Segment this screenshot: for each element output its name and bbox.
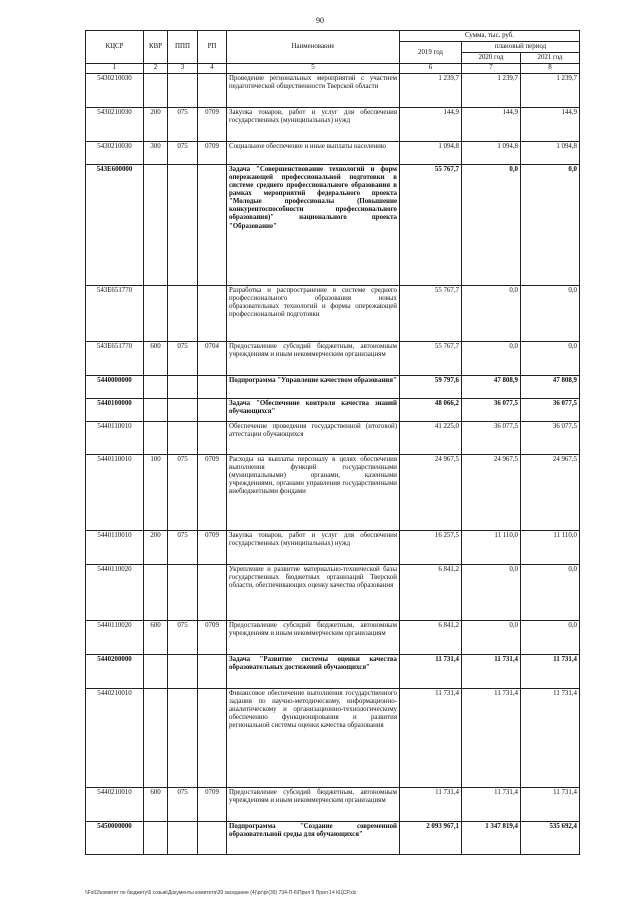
name-cell: Закупка товаров, работ и услуг для обеспечения государственных (муниципальных) нужд bbox=[227, 530, 400, 564]
value-2019-cell: 24 967,5 bbox=[400, 454, 462, 530]
value-2019-cell: 48 066,2 bbox=[400, 398, 462, 421]
kvr-cell: 300 bbox=[144, 141, 168, 164]
column-number: 8 bbox=[521, 64, 580, 73]
rp-cell: 0709 bbox=[198, 107, 227, 141]
value-2020-cell: 0,0 bbox=[462, 620, 521, 654]
name-cell: Задача "Развитие системы оценки качества образовательных достижений обучающихся" bbox=[227, 654, 400, 688]
value-2021-cell: 535 692,4 bbox=[521, 821, 580, 854]
value-2019-cell: 11 731,4 bbox=[400, 654, 462, 688]
value-2019-cell: 59 797,6 bbox=[400, 375, 462, 398]
value-2021-cell: 0,0 bbox=[521, 164, 580, 285]
table-body bbox=[86, 73, 580, 854]
table-row bbox=[86, 821, 580, 854]
ppp-cell bbox=[168, 398, 198, 421]
kcsr-cell: 5440110010 bbox=[86, 421, 144, 454]
table-row bbox=[86, 164, 580, 285]
value-2020-cell: 11 731,4 bbox=[462, 654, 521, 688]
kvr-cell bbox=[144, 688, 168, 787]
kvr-cell bbox=[144, 564, 168, 620]
header-sum: Сумма, тыс. руб. bbox=[400, 31, 580, 42]
column-number: 7 bbox=[462, 64, 521, 73]
name-cell: Расходы на выплаты персоналу в целях обеспечения выполнения функций государственными (муниципальными) органами, казенными учреждениями, органами управления государственными внебюджетными фондами bbox=[227, 454, 400, 530]
value-2019-cell: 55 767,7 bbox=[400, 285, 462, 341]
value-2020-cell: 0,0 bbox=[462, 285, 521, 341]
ppp-cell bbox=[168, 654, 198, 688]
value-2020-cell: 11 731,4 bbox=[462, 688, 521, 787]
rp-cell: 0709 bbox=[198, 620, 227, 654]
ppp-cell bbox=[168, 821, 198, 854]
value-2021-cell: 144,9 bbox=[521, 107, 580, 141]
value-2019-cell: 1 239,7 bbox=[400, 73, 462, 107]
value-2019-cell: 11 731,4 bbox=[400, 688, 462, 787]
rp-cell bbox=[198, 73, 227, 107]
value-2019-cell: 6 841,2 bbox=[400, 620, 462, 654]
header-2020: 2020 год bbox=[462, 53, 521, 64]
value-2019-cell: 1 094,8 bbox=[400, 141, 462, 164]
table-row bbox=[86, 285, 580, 341]
value-2020-cell: 0,0 bbox=[462, 164, 521, 285]
file-path-footer: \\Fs02\комитет по бюджету\6 созыв\Документы комитета\39 заседание (4)\рг\рг(39) 734-П-6\Прил 9 Прил 14 КЦСР.xls bbox=[85, 890, 357, 896]
value-2021-cell: 24 967,5 bbox=[521, 454, 580, 530]
ppp-cell: 075 bbox=[168, 620, 198, 654]
value-2019-cell: 144,9 bbox=[400, 107, 462, 141]
value-2021-cell: 36 077,5 bbox=[521, 398, 580, 421]
ppp-cell bbox=[168, 73, 198, 107]
name-cell: Закупка товаров, работ и услуг для обеспечения государственных (муниципальных) нужд bbox=[227, 107, 400, 141]
value-2019-cell: 41 225,0 bbox=[400, 421, 462, 454]
ppp-cell bbox=[168, 688, 198, 787]
kvr-cell bbox=[144, 654, 168, 688]
ppp-cell: 075 bbox=[168, 141, 198, 164]
kvr-cell bbox=[144, 375, 168, 398]
kcsr-cell: 543E651770 bbox=[86, 341, 144, 375]
table-row bbox=[86, 620, 580, 654]
kvr-cell: 100 bbox=[144, 454, 168, 530]
ppp-cell bbox=[168, 164, 198, 285]
rp-cell: 0709 bbox=[198, 787, 227, 821]
column-number: 3 bbox=[168, 64, 198, 73]
header-kvr: КВР bbox=[144, 31, 168, 64]
kcsr-cell: 5430210030 bbox=[86, 107, 144, 141]
kvr-cell: 600 bbox=[144, 787, 168, 821]
header-2021: 2021 год bbox=[521, 53, 580, 64]
value-2020-cell: 24 967,5 bbox=[462, 454, 521, 530]
table-row bbox=[86, 688, 580, 787]
kcsr-cell: 5440210010 bbox=[86, 688, 144, 787]
value-2019-cell: 6 841,2 bbox=[400, 564, 462, 620]
kvr-cell bbox=[144, 164, 168, 285]
kvr-cell bbox=[144, 398, 168, 421]
column-number: 4 bbox=[198, 64, 227, 73]
rp-cell: 0709 bbox=[198, 141, 227, 164]
name-cell: Задача "Совершенствование технологий и форм опережающей профессиональной подготовки в системе среднего профессионального образования в рамках мероприятий федерального проекта "Молодые профессионалы (Повышение конкурентоспособности профессионального образования)" национального проекта "Образование" bbox=[227, 164, 400, 285]
value-2021-cell: 11 731,4 bbox=[521, 688, 580, 787]
header-name: Наименование bbox=[227, 31, 400, 64]
name-cell: Предоставление субсидий бюджетным, автономным учреждениям и иным некоммерческим организациям bbox=[227, 787, 400, 821]
kcsr-cell: 543E600000 bbox=[86, 164, 144, 285]
kvr-cell: 200 bbox=[144, 107, 168, 141]
ppp-cell: 075 bbox=[168, 107, 198, 141]
table-row bbox=[86, 375, 580, 398]
value-2021-cell: 11 731,4 bbox=[521, 787, 580, 821]
ppp-cell bbox=[168, 285, 198, 341]
kcsr-cell: 5440210010 bbox=[86, 787, 144, 821]
kvr-cell bbox=[144, 821, 168, 854]
kcsr-cell: 5430210030 bbox=[86, 73, 144, 107]
value-2020-cell: 36 077,5 bbox=[462, 421, 521, 454]
value-2019-cell: 2 093 967,1 bbox=[400, 821, 462, 854]
name-cell: Укрепление и развитие материально-технической базы государственных бюджетных организаций Тверской области, обеспечивающих оценку качества образования bbox=[227, 564, 400, 620]
table-row bbox=[86, 107, 580, 141]
value-2021-cell: 47 808,9 bbox=[521, 375, 580, 398]
kvr-cell: 600 bbox=[144, 620, 168, 654]
value-2020-cell: 36 077,5 bbox=[462, 398, 521, 421]
value-2019-cell: 55 767,7 bbox=[400, 164, 462, 285]
column-number-row bbox=[86, 64, 580, 73]
rp-cell bbox=[198, 285, 227, 341]
kcsr-cell: 5440200000 bbox=[86, 654, 144, 688]
name-cell: Разработка и распространение в системе среднего профессионального образования новых образовательных технологий и формы опережающей профессиональной подготовки bbox=[227, 285, 400, 341]
table-row bbox=[86, 564, 580, 620]
rp-cell bbox=[198, 375, 227, 398]
table-row bbox=[86, 341, 580, 375]
value-2020-cell: 1 239,7 bbox=[462, 73, 521, 107]
value-2019-cell: 11 731,4 bbox=[400, 787, 462, 821]
value-2020-cell: 11 110,0 bbox=[462, 530, 521, 564]
header-ppp: ППП bbox=[168, 31, 198, 64]
value-2020-cell: 47 808,9 bbox=[462, 375, 521, 398]
value-2020-cell: 1 094,8 bbox=[462, 141, 521, 164]
rp-cell bbox=[198, 654, 227, 688]
kcsr-cell: 5440000000 bbox=[86, 375, 144, 398]
value-2021-cell: 0,0 bbox=[521, 620, 580, 654]
kvr-cell bbox=[144, 421, 168, 454]
ppp-cell bbox=[168, 375, 198, 398]
kcsr-cell: 5440110020 bbox=[86, 620, 144, 654]
value-2021-cell: 0,0 bbox=[521, 285, 580, 341]
name-cell: Подпрограмма "Управление качеством образования" bbox=[227, 375, 400, 398]
name-cell: Проведение региональных мероприятий с участием педагогической общественности Тверской области bbox=[227, 73, 400, 107]
kcsr-cell: 5440110010 bbox=[86, 530, 144, 564]
table-row bbox=[86, 421, 580, 454]
budget-table bbox=[85, 30, 580, 855]
kcsr-cell: 5450000000 bbox=[86, 821, 144, 854]
name-cell: Подпрограмма "Создание современной образовательной среды для обучающихся" bbox=[227, 821, 400, 854]
value-2020-cell: 11 731,4 bbox=[462, 787, 521, 821]
table-header bbox=[86, 31, 580, 74]
table-row bbox=[86, 454, 580, 530]
value-2020-cell: 0,0 bbox=[462, 341, 521, 375]
table-row bbox=[86, 398, 580, 421]
name-cell: Задача "Обеспечение контроля качества знаний обучающихся" bbox=[227, 398, 400, 421]
header-kcsr: КЦСР bbox=[86, 31, 144, 64]
rp-cell bbox=[198, 821, 227, 854]
name-cell: Финансовое обеспечение выполнения государственного задания по научно-методическому, информационно-аналитическому и организационно-технологическому обеспечению функционирования и развития региональной системы оценки качества образования bbox=[227, 688, 400, 787]
ppp-cell: 075 bbox=[168, 787, 198, 821]
value-2020-cell: 144,9 bbox=[462, 107, 521, 141]
value-2021-cell: 0,0 bbox=[521, 341, 580, 375]
kcsr-cell: 5440110010 bbox=[86, 454, 144, 530]
rp-cell: 0709 bbox=[198, 530, 227, 564]
kvr-cell bbox=[144, 73, 168, 107]
column-number: 1 bbox=[86, 64, 144, 73]
table-row bbox=[86, 787, 580, 821]
value-2020-cell: 1 347 819,4 bbox=[462, 821, 521, 854]
header-rp: РП bbox=[198, 31, 227, 64]
name-cell: Обеспечение проведения государственной (итоговой) аттестации обучающихся bbox=[227, 421, 400, 454]
column-number: 6 bbox=[400, 64, 462, 73]
kvr-cell: 200 bbox=[144, 530, 168, 564]
rp-cell: 0704 bbox=[198, 341, 227, 375]
value-2021-cell: 1 094,8 bbox=[521, 141, 580, 164]
value-2021-cell: 11 110,0 bbox=[521, 530, 580, 564]
column-number: 5 bbox=[227, 64, 400, 73]
column-number: 2 bbox=[144, 64, 168, 73]
rp-cell bbox=[198, 164, 227, 285]
rp-cell: 0709 bbox=[198, 454, 227, 530]
page-number: 90 bbox=[316, 16, 324, 25]
table-row bbox=[86, 654, 580, 688]
table-row bbox=[86, 73, 580, 107]
kvr-cell: 600 bbox=[144, 341, 168, 375]
table-row bbox=[86, 141, 580, 164]
name-cell: Предоставление субсидий бюджетным, автономным учреждениям и иным некоммерческим организациям bbox=[227, 341, 400, 375]
ppp-cell bbox=[168, 421, 198, 454]
rp-cell bbox=[198, 398, 227, 421]
kcsr-cell: 5440100000 bbox=[86, 398, 144, 421]
name-cell: Предоставление субсидий бюджетным, автономным учреждениям и иным некоммерческим организациям bbox=[227, 620, 400, 654]
rp-cell bbox=[198, 688, 227, 787]
value-2021-cell: 36 077,5 bbox=[521, 421, 580, 454]
ppp-cell bbox=[168, 564, 198, 620]
ppp-cell: 075 bbox=[168, 454, 198, 530]
kcsr-cell: 543E651770 bbox=[86, 285, 144, 341]
kvr-cell bbox=[144, 285, 168, 341]
value-2021-cell: 1 239,7 bbox=[521, 73, 580, 107]
value-2019-cell: 16 257,5 bbox=[400, 530, 462, 564]
table-row bbox=[86, 530, 580, 564]
value-2019-cell: 55 767,7 bbox=[400, 341, 462, 375]
value-2020-cell: 0,0 bbox=[462, 564, 521, 620]
ppp-cell: 075 bbox=[168, 341, 198, 375]
value-2021-cell: 11 731,4 bbox=[521, 654, 580, 688]
kcsr-cell: 5430210030 bbox=[86, 141, 144, 164]
ppp-cell: 075 bbox=[168, 530, 198, 564]
value-2021-cell: 0,0 bbox=[521, 564, 580, 620]
kcsr-cell: 5440110020 bbox=[86, 564, 144, 620]
header-planned-period: плановый период bbox=[462, 42, 580, 53]
rp-cell bbox=[198, 421, 227, 454]
rp-cell bbox=[198, 564, 227, 620]
header-2019: 2019 год bbox=[400, 42, 462, 64]
name-cell: Социальное обеспечение и иные выплаты населению bbox=[227, 141, 400, 164]
